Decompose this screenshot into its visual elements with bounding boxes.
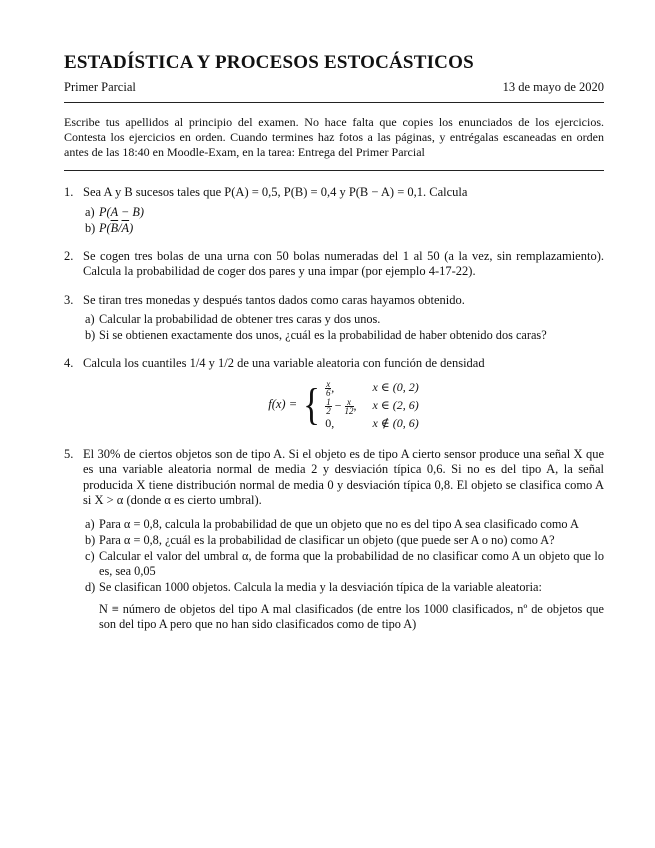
item-label: d) [85, 579, 96, 594]
item-text: P(A − B) [99, 204, 144, 219]
exercise-items [83, 205, 604, 236]
exercise-number: 1. [64, 185, 74, 199]
list-item [83, 533, 604, 548]
left-brace-icon: { [303, 380, 321, 429]
list-item [83, 205, 604, 220]
exercise-number: 3. [64, 292, 74, 307]
item-label: b) [85, 328, 96, 342]
exercise-items [83, 517, 604, 595]
case-cond-2: x ∈ (2, 6) [372, 397, 419, 412]
exam-subtitle: Primer Parcial [64, 80, 136, 94]
exercise-text: El 30% de ciertos objetos son de tipo A. Si el objeto es de tipo A cierto sensor produce una señal X que es una variable aleatoria normal de media 2 y desviación típica 0,6. Si no es del tipo A, la señal producida X tiene distribución normal de media 0 y desviación típica 0,8. El objeto se clasifica como A si X > α (donde α es cierto umbral). [83, 446, 604, 507]
equation-lhs: f(x) = [268, 397, 298, 412]
list-item [83, 312, 604, 327]
item-label: b) [85, 220, 96, 235]
exam-title: ESTADÍSTICA Y PROCESOS ESTOCÁSTICOS [64, 52, 474, 73]
case-expr-2: $\frac{1}{2}$ − $\frac{x}{12}$ , [326, 396, 357, 416]
exercise-text: Se cogen tres bolas de una urna con 50 bolas numeradas del 1 al 50 (a la vez, sin remplazamiento). Calcula la probabilidad de coger dos pares y una impar (por ejemplo 4-17-22). [83, 248, 604, 278]
list-item [83, 328, 604, 343]
exercise-number: 5. [64, 446, 74, 461]
item-text: Calcular la probabilidad de obtener tres caras y dos unos. [99, 312, 381, 326]
exercise-1 [64, 185, 604, 236]
exercise-text: Sea A y B sucesos tales que P(A) = 0,5, P(B) = 0,4 y P(B − A) = 0,1. Calcula [83, 185, 468, 199]
equation-cases [325, 380, 418, 431]
exercise-5 [64, 447, 604, 632]
instructions: Escribe tus apellidos al principio del examen. No hace falta que copies los enunciados de los ejercicios. Contesta los ejercicios en orden. Cuando termines haz fotos a las páginas, y entrégalas escaneadas en orden antes de las 18:40 en Moodle-Exam, en la tarea: Entrega del Primer Parcial [64, 115, 604, 159]
item-label: a) [85, 204, 95, 219]
case-expr-1: $\frac{x}{6}$ , [326, 378, 335, 398]
list-item [83, 517, 604, 532]
exam-date: 13 de mayo de 2020 [502, 80, 604, 94]
random-variable-definition: N ≡ número de objetos del tipo A mal clasificados (de entre los 1000 clasificados, nº de objetos que son del tipo A pero que no han sido clasificados como de tipo A) [99, 601, 604, 631]
item-label: c) [85, 548, 95, 563]
subtitle-row [64, 80, 604, 95]
item-text: Calcular el valor del umbral α, de forma que la probabilidad de no clasificar como A un objeto que lo es, sea 0,05 [99, 548, 604, 578]
case-cond-1: x ∈ (0, 2) [372, 379, 419, 394]
item-label: a) [85, 516, 95, 531]
exercise-3 [64, 293, 604, 344]
item-label: a) [85, 312, 95, 326]
item-text: Para α = 0,8, ¿cuál es la probabilidad de clasificar un objeto (que puede ser A o no) como A? [99, 532, 555, 547]
instructions-divider [64, 170, 604, 171]
exercise-text: Se tiran tres monedas y después tantos dados como caras hayamos obtenido. [83, 292, 465, 307]
item-text: $P(\overline{B}/\overline{A})$ [99, 220, 134, 235]
list-item [83, 549, 604, 579]
exercise-4 [64, 356, 604, 431]
list-item [83, 221, 604, 236]
exercise-text: Calcula los cuantiles 1/4 y 1/2 de una variable aleatoria con función de densidad [83, 356, 485, 370]
item-text: Se clasifican 1000 objetos. Calcula la media y la desviación típica de la variable aleatoria: [99, 579, 542, 594]
top-divider [64, 102, 604, 103]
item-text: Si se obtienen exactamente dos unos, ¿cuál es la probabilidad de haber obtenido dos caras? [99, 328, 547, 342]
case-expr-3: 0, [325, 415, 335, 430]
item-label: b) [85, 532, 96, 547]
exam-page [64, 52, 604, 632]
exercise-number: 2. [64, 248, 74, 263]
density-equation [83, 380, 604, 431]
exercise-2 [64, 249, 604, 280]
exercise-number: 4. [64, 356, 74, 370]
item-text: Para α = 0,8, calcula la probabilidad de que un objeto que no es del tipo A sea clasificado como A [99, 516, 579, 531]
list-item [83, 580, 604, 595]
case-cond-3: x ∉ (0, 6) [372, 415, 419, 430]
exercise-items [83, 312, 604, 343]
exercise-list [64, 185, 604, 632]
